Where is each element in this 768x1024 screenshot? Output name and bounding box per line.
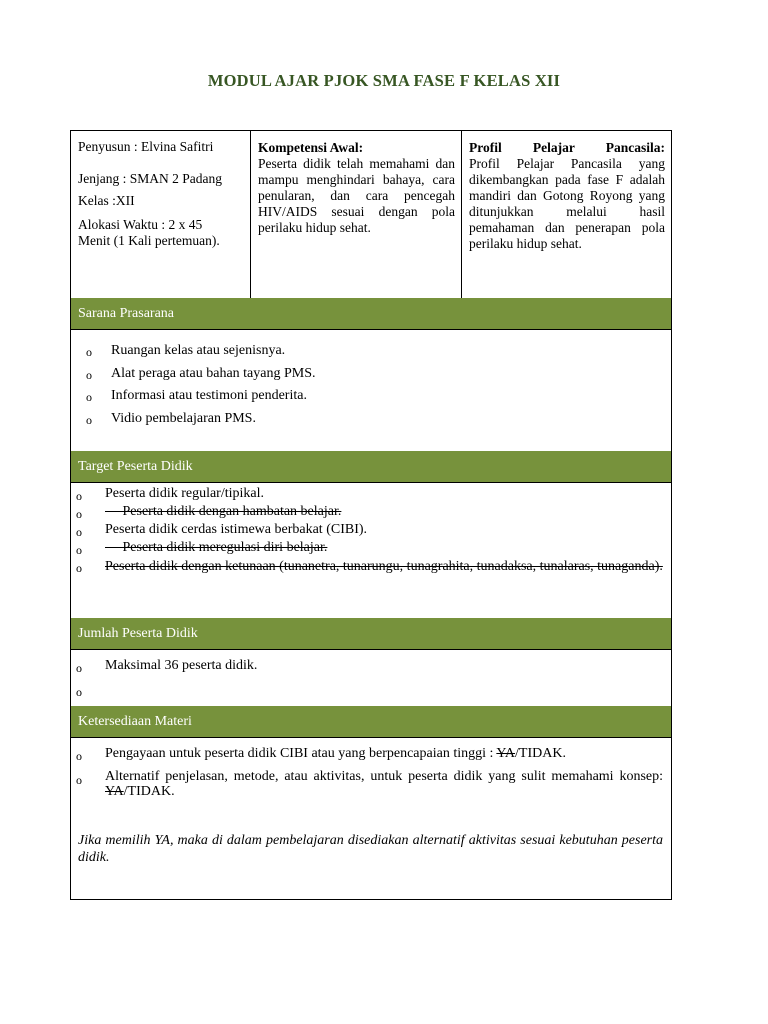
- target-header: Target Peserta Didik: [71, 451, 671, 483]
- materi-item-1: [105, 746, 566, 762]
- materi-item-1-text: Pengayaan untuk peserta didik CIBI atau yang berpencapaian tinggi :: [105, 746, 497, 761]
- bullet-icon: o: [86, 413, 92, 427]
- materi-option-ya: YA: [105, 784, 124, 799]
- target-item-struck: Peserta didik dengan ketunaan (tunanetra, tunarungu, tunagrahita, tunadaksa, tunalaras, tunaganda).: [105, 559, 663, 574]
- alokasi-line-2: Menit (1 Kali pertemuan).: [78, 233, 220, 248]
- materi-item-2: [105, 769, 663, 799]
- target-item-struck: [105, 504, 341, 520]
- kompetensi-heading: Kompetensi Awal:: [258, 140, 364, 155]
- jumlah-header: Jumlah Peserta Didik: [71, 618, 671, 650]
- target-item: Peserta didik cerdas istimewa berbakat (CIBI).: [105, 522, 368, 537]
- bullet-icon: o: [76, 685, 82, 699]
- sarana-item: Vidio pembelajaran PMS.: [111, 411, 256, 426]
- profil-cell: [462, 131, 671, 298]
- bullet-icon: o: [76, 749, 82, 763]
- profil-text: Profil Pelajar Pancasila yang dikembangkan pada fase F adalah mandiri dan Gotong Royong yang ditunjukkan melalui hasil pemahaman dan penerapan pola perilaku hidup sehat.: [469, 156, 665, 251]
- bullet-icon: o: [86, 390, 92, 404]
- bullet-icon: o: [86, 368, 92, 382]
- module-table: [70, 130, 672, 900]
- penyusun-line: Penyusun : Elvina Safitri: [78, 139, 214, 154]
- sarana-header: Sarana Prasarana: [71, 298, 671, 330]
- kompetensi-cell: [251, 131, 462, 298]
- jumlah-section: [71, 651, 671, 707]
- bullet-icon: o: [76, 525, 82, 539]
- document-title: MODUL AJAR PJOK SMA FASE F KELAS XII: [207, 71, 561, 90]
- kelas-line: Kelas :XII: [78, 193, 135, 208]
- bullet-icon: o: [76, 507, 82, 521]
- profil-heading: Profil Pelajar Pancasila:: [469, 140, 665, 155]
- jenjang-line: Jenjang : SMAN 2 Padang: [78, 171, 222, 186]
- target-item: Peserta didik regular/tipikal.: [105, 486, 265, 501]
- info-row: [71, 131, 671, 299]
- target-item-struck: [105, 540, 327, 556]
- sarana-item: Alat peraga atau bahan tayang PMS.: [111, 366, 316, 381]
- target-section: [71, 484, 671, 619]
- author-cell: [71, 131, 251, 298]
- bullet-icon: o: [86, 345, 92, 359]
- bullet-icon: o: [76, 543, 82, 557]
- bullet-icon: o: [76, 773, 82, 787]
- sarana-item: Informasi atau testimoni penderita.: [111, 388, 307, 403]
- bullet-icon: o: [76, 561, 82, 575]
- target-item-text: Peserta didik dengan hambatan belajar.: [122, 504, 342, 519]
- materi-option-tidak: /TIDAK.: [515, 746, 566, 761]
- sarana-item: Ruangan kelas atau sejenisnya.: [111, 343, 286, 358]
- materi-section: [71, 739, 671, 899]
- materi-option-tidak: /TIDAK.: [123, 784, 175, 799]
- materi-header: Ketersediaan Materi: [71, 706, 671, 738]
- sarana-section: [71, 331, 671, 452]
- materi-option-ya: YA: [496, 746, 516, 761]
- jumlah-item: Maksimal 36 peserta didik.: [105, 658, 258, 673]
- kompetensi-text: Peserta didik telah memahami dan mampu menghindari bahaya, cara penularan, dan cara pencegah HIV/AIDS sesuai dengan pola perilaku hidup sehat.: [258, 156, 455, 235]
- materi-note: Jika memilih YA, maka di dalam pembelajaran disediakan alternatif aktivitas sesuai kebutuhan peserta didik.: [78, 833, 663, 865]
- bullet-icon: o: [76, 661, 82, 675]
- materi-item-2-text: Alternatif penjelasan, metode, atau aktivitas, untuk peserta didik yang sulit memahami konsep:: [105, 769, 663, 784]
- target-item-text: Peserta didik meregulasi diri belajar.: [122, 540, 328, 555]
- alokasi-line-1: Alokasi Waktu : 2 x 45: [78, 217, 203, 232]
- bullet-icon: o: [76, 489, 82, 503]
